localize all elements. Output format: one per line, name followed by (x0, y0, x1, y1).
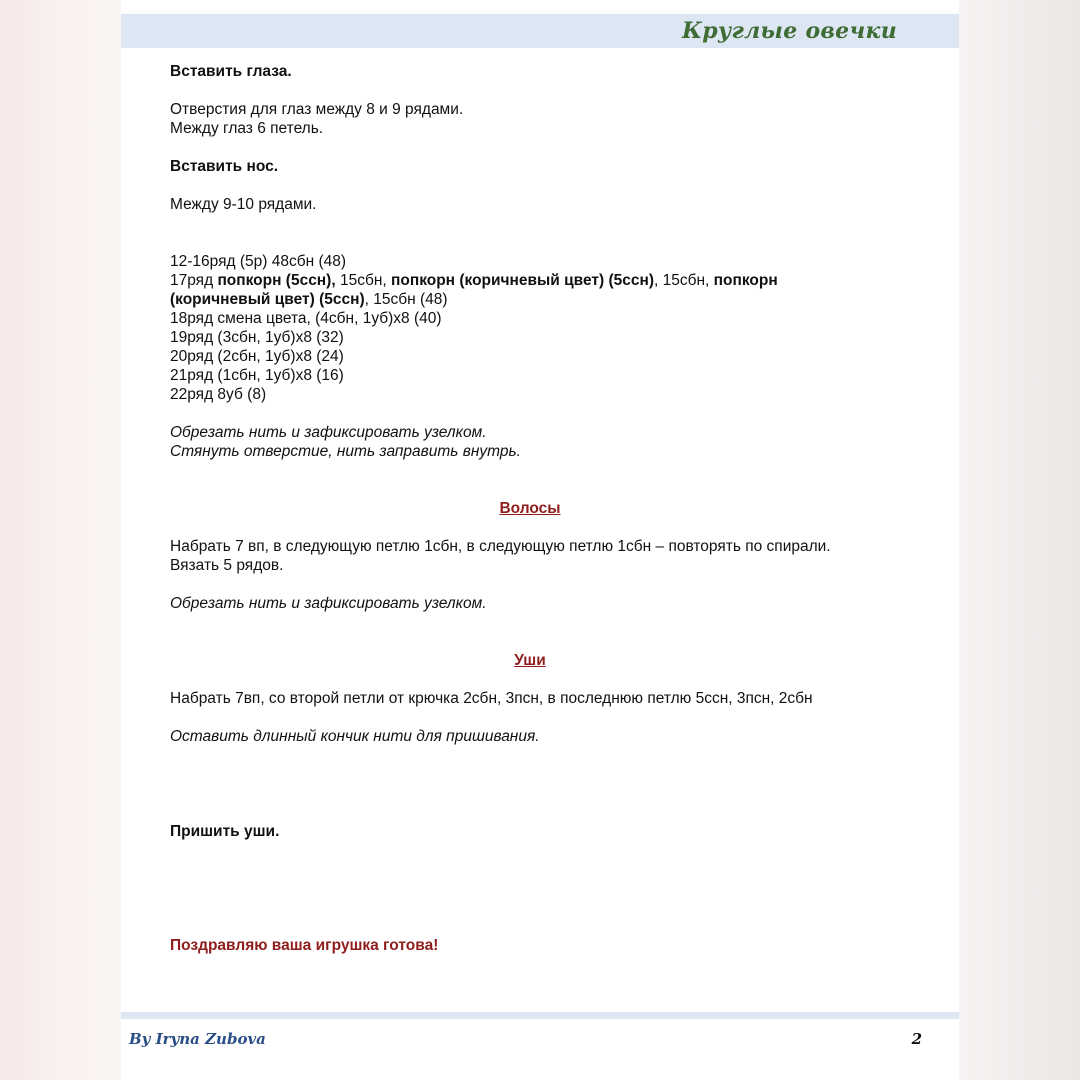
row-12-16: 12-16ряд (5р) 48сбн (48) (170, 253, 347, 270)
ears-heading: Уши (514, 652, 546, 669)
document-title: Круглые овечки (681, 18, 897, 44)
hair-line-1: Набрать 7 вп, в следующую петлю 1сбн, в следующую петлю 1сбн – повторять по спирали. (170, 538, 831, 555)
row-17-line-1 (170, 271, 890, 290)
ears-sew: Пришить уши. (170, 823, 280, 840)
document-page (121, 0, 959, 1080)
row-17-line-2 (170, 290, 890, 309)
finish-line-1: Обрезать нить и зафиксировать узелком. (170, 424, 487, 441)
row-17-suffix: , 15сбн (48) (364, 291, 448, 308)
hair-note: Обрезать нить и зафиксировать узелком. (170, 595, 487, 612)
row-17-popcorn-1: попкорн (5ссн), (217, 272, 336, 289)
finish-line-2: Стянуть отверстие, нить заправить внутрь. (170, 443, 521, 460)
row-20: 20ряд (2сбн, 1уб)х8 (24) (170, 348, 344, 365)
eyes-line-2: Между глаз 6 петель. (170, 120, 324, 137)
ears-line-1: Набрать 7вп, со второй петли от крючка 2сбн, 3псн, в последнюю петлю 5ссн, 3псн, 2сбн (170, 690, 813, 707)
footer-band (121, 1012, 959, 1019)
row-21: 21ряд (1сбн, 1уб)х8 (16) (170, 367, 344, 384)
ears-note: Оставить длинный кончик нити для пришивания. (170, 728, 540, 745)
right-background (959, 0, 1080, 1080)
hair-line-2: Вязать 5 рядов. (170, 557, 284, 574)
congrats-text: Поздравляю ваша игрушка готова! (170, 937, 439, 954)
hair-heading: Волосы (499, 500, 561, 517)
nose-line-1: Между 9-10 рядами. (170, 196, 317, 213)
row-22: 22ряд 8уб (8) (170, 386, 267, 403)
row-17-sc-1: 15сбн, (335, 272, 391, 289)
nose-title: Вставить нос. (170, 158, 279, 175)
row-17-popcorn-3: попкорн (713, 272, 778, 289)
row-17-prefix: 17ряд (170, 272, 218, 289)
row-18: 18ряд смена цвета, (4сбн, 1уб)х8 (40) (170, 310, 442, 327)
row-17-popcorn-2: попкорн (коричневый цвет) (5ссн) (391, 272, 654, 289)
row-17-popcorn-3-color: (коричневый цвет) (5ссн) (170, 291, 365, 308)
footer-author: By Iryna Zubova (129, 1030, 266, 1048)
page-number: 2 (911, 1030, 922, 1048)
page-content (170, 62, 890, 955)
row-17-sc-2: , 15сбн, (654, 272, 714, 289)
eyes-title: Вставить глаза. (170, 63, 292, 80)
eyes-line-1: Отверстия для глаз между 8 и 9 рядами. (170, 101, 464, 118)
row-19: 19ряд (3сбн, 1уб)х8 (32) (170, 329, 344, 346)
